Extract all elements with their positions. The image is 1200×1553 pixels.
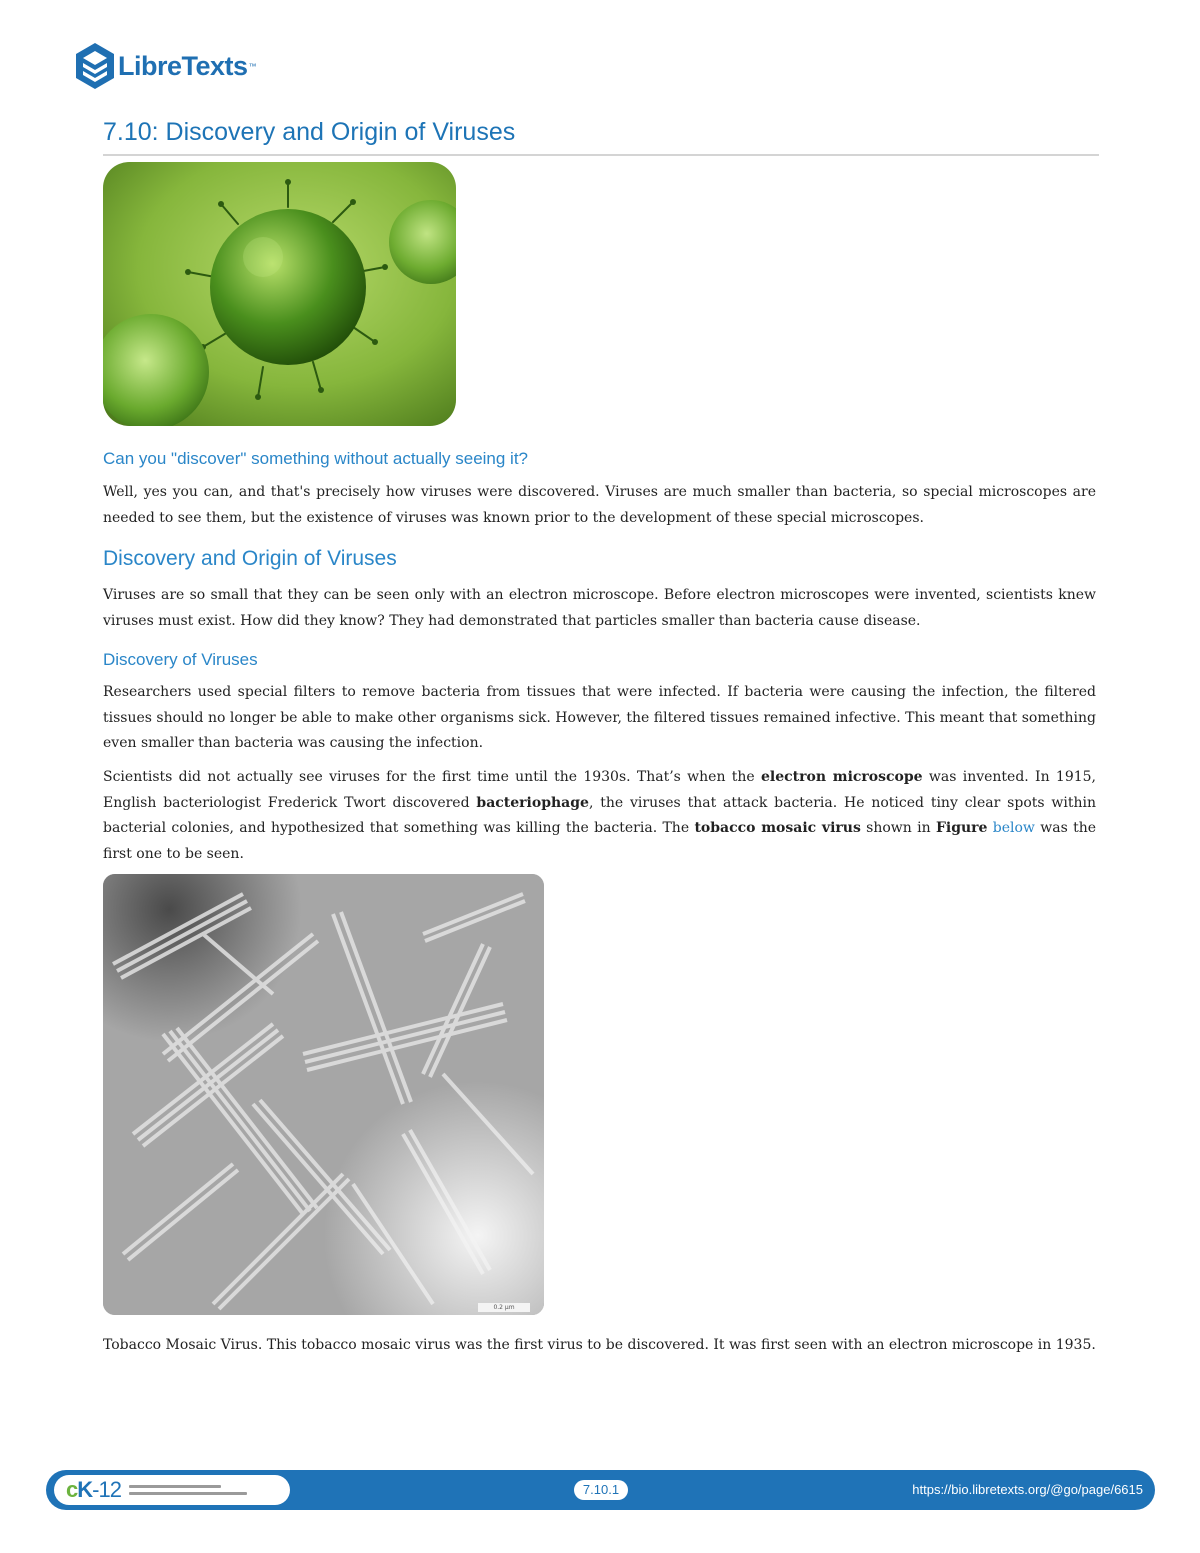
figure-caption: Tobacco Mosaic Virus. This tobacco mosaic virus was the first virus to be discovered. It was first seen with an electron microscope in 1935. (103, 1337, 1096, 1353)
term-electron-microscope: electron microscope (761, 769, 923, 785)
section-paragraph: Viruses are so small that they can be seen only with an electron microscope. Before electron microscopes were invented, scientists knew viruses must exist. How did they know? They had demonstrated that particles smaller than bacteria cause disease. (103, 587, 1096, 629)
page-number: 7.10.1 (574, 1480, 628, 1500)
intro-question: Can you "discover" something without actually seeing it? (103, 449, 529, 468)
virus-illustration (103, 162, 456, 426)
ck12-badge[interactable] (54, 1475, 290, 1505)
history-paragraph (103, 765, 1096, 867)
ck12-logo: cK-12 (66, 1477, 121, 1502)
section-heading: Discovery and Origin of Viruses (103, 547, 397, 570)
libretexts-logo-icon (74, 42, 116, 90)
logo-trademark: ™ (248, 61, 257, 71)
history-text-4: shown in (860, 820, 936, 836)
scale-bar: 0.2 µm (478, 1303, 530, 1312)
page-footer (46, 1470, 1155, 1510)
subsection-heading: Discovery of Viruses (103, 650, 258, 669)
filters-paragraph: Researchers used special filters to remove bacteria from tissues that were infected. If bacteria were causing the infection, the filtered tissues should no longer be able to make other organisms sick. However, the filtered tissues remained infective. This meant that something even smaller than bacteria was causing the infection. (103, 684, 1096, 751)
history-text-2: was invented. In 1915, English bacteriologist Frederick Twort discovered (103, 769, 1096, 811)
page-url-link[interactable]: https://bio.libretexts.org/@go/page/6615 (912, 1482, 1143, 1497)
history-text-3: , the viruses that attack bacteria. He noticed tiny clear spots within bacterial colonies, and hypothesized that something was killing the bacteria. The (103, 794, 1097, 836)
page-title: 7.10: Discovery and Origin of Viruses (103, 118, 516, 146)
title-divider (103, 154, 1099, 156)
logo-wordmark: LibreTexts (118, 50, 248, 81)
history-text-6: was the first one to be seen. (103, 820, 1097, 862)
figure-below-link[interactable]: below (992, 820, 1035, 836)
intro-paragraph: Well, yes you can, and that's precisely how viruses were discovered. Viruses are much smaller than bacteria, so special microscopes are needed to see them, but the existence of viruses was known prior to the development of these special microscopes. (103, 484, 1096, 526)
history-text-1: Scientists did not actually see viruses for the first time until the 1930s. That’s when the (103, 769, 762, 785)
term-bacteriophage: bacteriophage (476, 794, 589, 811)
term-tobacco-mosaic-virus: tobacco mosaic virus (694, 820, 861, 836)
libretexts-logo[interactable] (74, 42, 257, 90)
tobacco-mosaic-virus-micrograph (103, 874, 544, 1315)
license-text-lines (129, 1485, 247, 1495)
figure-word: Figure (935, 820, 988, 836)
